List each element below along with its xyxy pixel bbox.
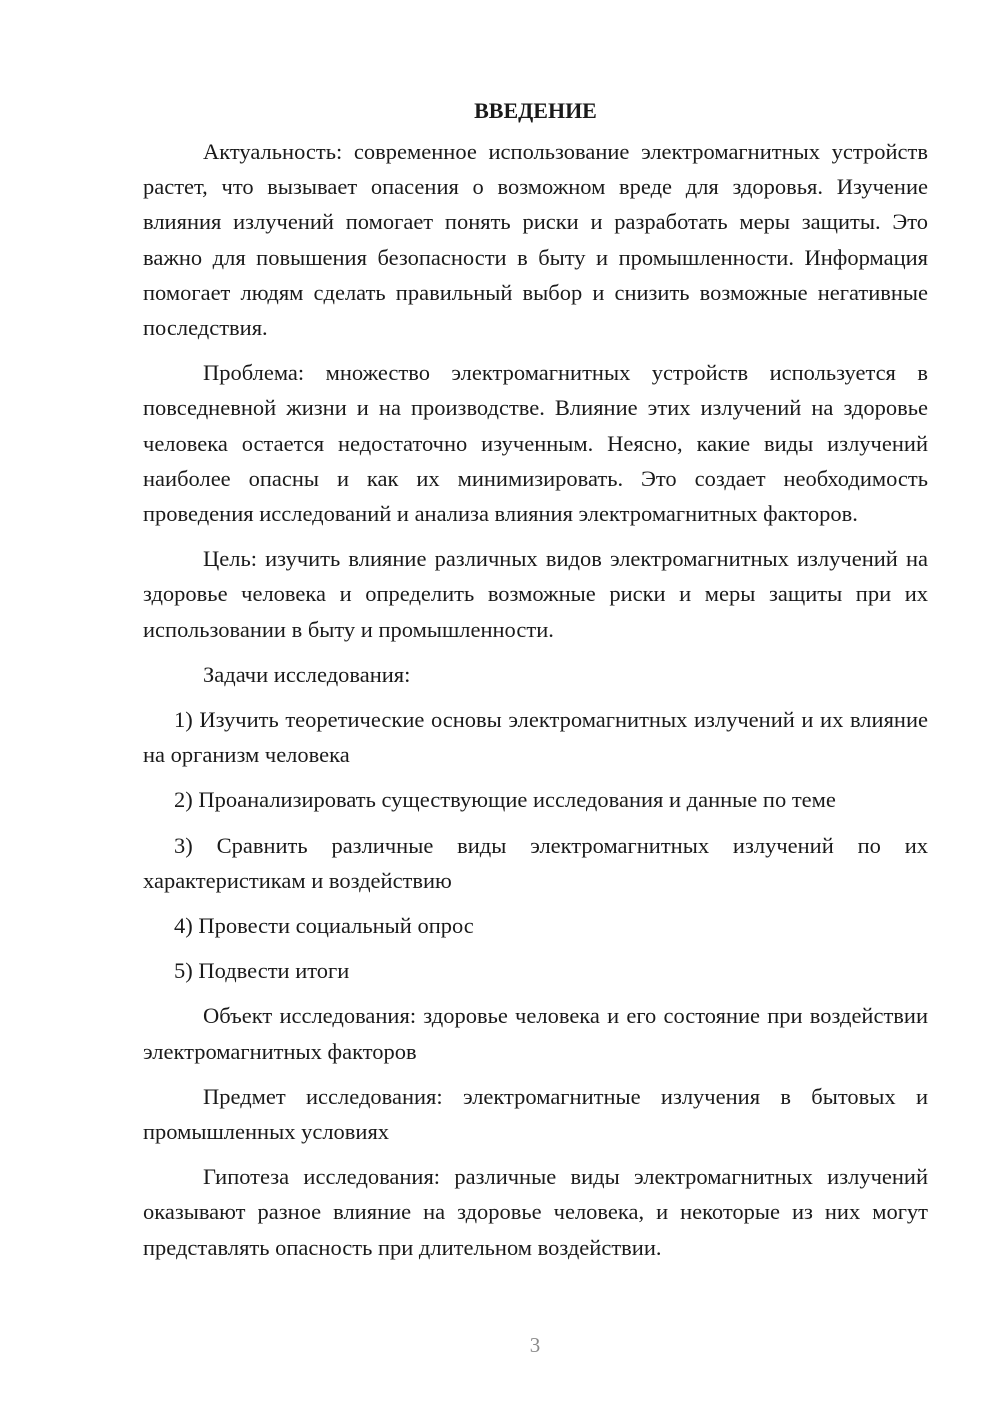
list-item: 2) Проанализировать существующие исследования и данные по теме (174, 787, 836, 813)
list-item: 5) Подвести итоги (174, 958, 350, 984)
paragraph-tasks-intro: Задачи исследования: (203, 661, 411, 687)
list-item: 3) Сравнить различные виды электромагнитных излучений по их характеристикам и воздействию (143, 832, 928, 893)
list-item: 4) Провести социальный опрос (174, 913, 474, 939)
list-item: 1) Изучить теоретические основы электромагнитных излучений и их влияние на организм человека (143, 707, 928, 768)
page-title: ВВЕДЕНИЕ (474, 98, 597, 123)
page-content (143, 96, 928, 1275)
paragraph-relevance: Актуальность: современное использование электромагнитных устройств растет, что вызывает опасения о возможном вреде для здоровья. Изучение влияния излучений помогает понять риски и разработать меры защиты. Это важно для повышения безопасности в быту и промышленности. Информация помогает людям сделать правильный выбор и снизить возможные негативные последствия. (143, 139, 928, 341)
paragraph-problem: Проблема: множество электромагнитных устройств используется в повседневной жизни и на производстве. Влияние этих излучений на здоровье человека остается недостаточно изученным. Неясно, какие виды излучений наиболее опасны и как их минимизировать. Это создает необходимость проведения исследований и анализа влияния электромагнитных факторов. (143, 360, 928, 527)
paragraph-subject: Предмет исследования: электромагнитные излучения в бытовых и промышленных условиях (143, 1083, 928, 1145)
paragraph-hypothesis: Гипотеза исследования: различные виды электромагнитных излучений оказывают разное влияние на здоровье человека, и некоторые из них могут представлять опасность при длительном воздействии. (143, 1164, 928, 1260)
paragraph-goal: Цель: изучить влияние различных видов электромагнитных излучений на здоровье человека и определить возможные риски и меры защиты при их использовании в быту и промышленности. (143, 546, 928, 642)
page-number: 3 (529, 1333, 541, 1357)
paragraph-object: Объект исследования: здоровье человека и его состояние при воздействии электромагнитных факторов (143, 1003, 928, 1064)
